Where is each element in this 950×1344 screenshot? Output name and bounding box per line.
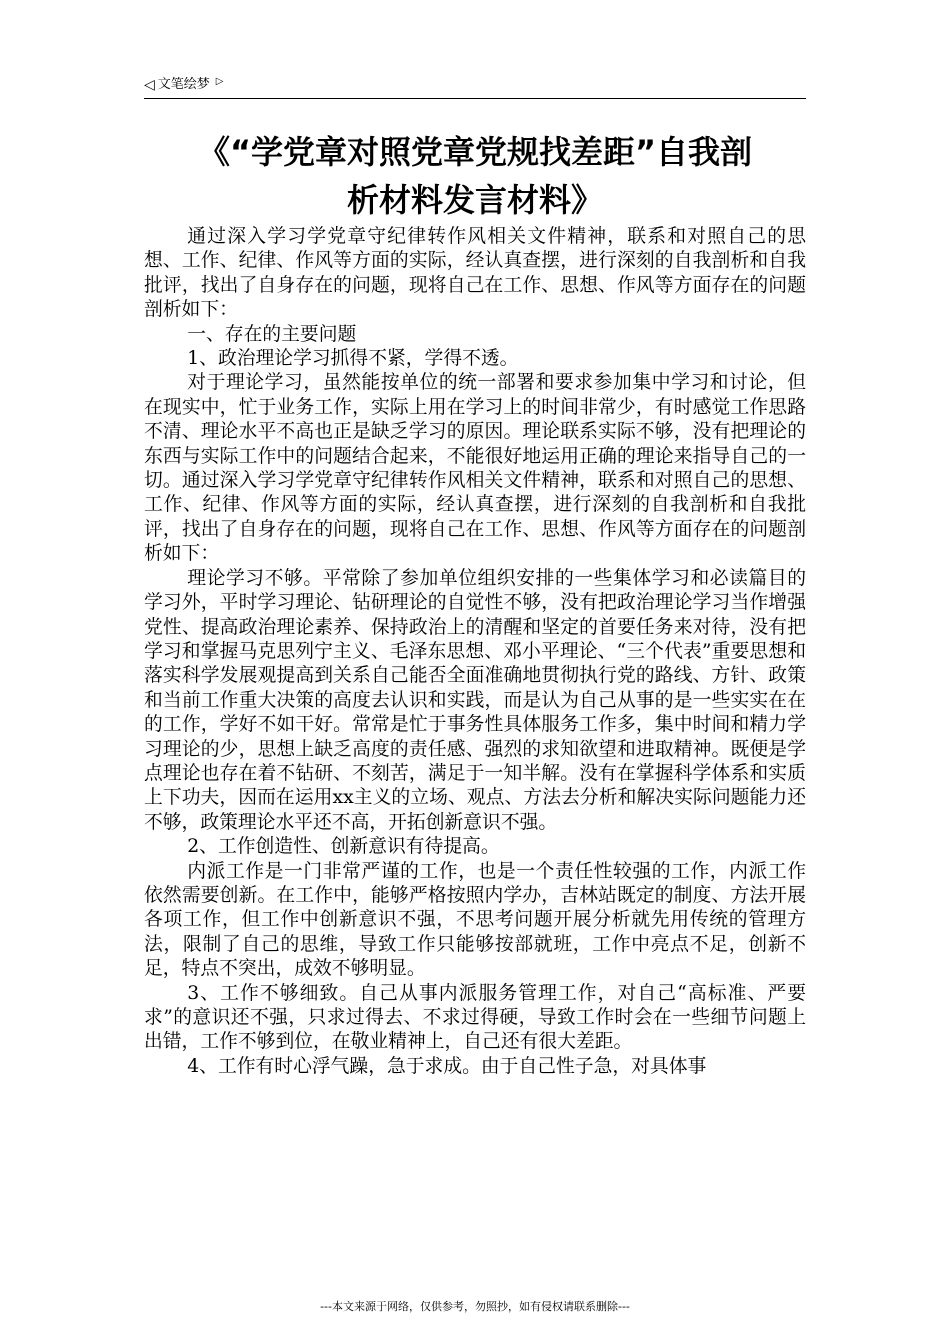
title-line-2: 析材料发言材料》 (346, 181, 603, 219)
header-brand: 文笔绘梦 (157, 77, 210, 92)
paragraph: 4、工作有时心浮气躁，急于求成。由于自己性子急，对具体事 (187, 1055, 707, 1077)
paragraph: 3、工作不够细致。自己从事内派服务管理工作，对自己“高标准、严要求”的意识还不强，只求过得去、不求过得硬，导致工作时会在一些细节问题上出错，工作不够到位，在敬业精神上，自己还有很大差距。 (144, 982, 806, 1053)
triangle-right-icon: ▷ (215, 76, 224, 87)
triangle-left-icon: ◁ (144, 77, 155, 93)
subheading-2: 2、工作创造性、创新意识有待提高。 (187, 836, 500, 858)
document-title (144, 128, 806, 224)
paragraph: 理论学习不够。平常除了参加单位组织安排的一些集体学习和必读篇目的学习外，平时学习理论、钻研理论的自觉性不够，没有把政治理论学习当作增强党性、提高政治理论素养、保持政治上的清醒和坚定的首要任务来对待，没有把学习和掌握马克思列宁主义、毛泽东思想、邓小平理论、“三个代表”重要思想和落实科学发展观提高到关系自己能否全面准确地贯彻执行党的路线、方针、政策和当前工作重大决策的高度去认识和实践，而是认为自己从事的是一些实实在在的工作，学好不如干好。常常是忙于事务性具体服务工作多，集中时间和精力学习理论的少，思想上缺乏高度的责任感、强烈的求知欲望和进取精神。既便是学点理论也存在着不钻研、不刻苦，满足于一知半解。没有在掌握科学体系和实质上下功夫，因而在运用xx主义的立场、观点、方法去分析和解决实际问题能力还不够，政策理论水平还不高，开拓创新意识不强。 (144, 567, 806, 833)
title-line-1: 《“学党章对照党章党规找差距”自我剖 (197, 133, 753, 171)
paragraph: 内派工作是一门非常严谨的工作，也是一个责任性较强的工作，内派工作依然需要创新。在工作中，能够严格按照内学办，吉林站既定的制度、方法开展各项工作，但工作中创新意识不强，不思考问题开展分析就先用传统的管理方法，限制了自己的思维，导致工作只能够按部就班，工作中亮点不足，创新不足，特点不突出，成效不够明显。 (144, 860, 806, 980)
paragraph: 对于理论学习，虽然能按单位的统一部署和要求参加集中学习和讨论，但在现实中，忙于业务工作，实际上用在学习上的时间非常少，有时感觉工作思路不清、理论水平不高也正是缺乏学习的原因。理论联系实际不够，没有把理论的东西与实际工作中的问题结合起来，不能很好地运用正确的理论来指导自己的一切。通过深入学习学党章守纪律转作风相关文件精神，联系和对照自己的思想、工作、纪律、作风等方面的实际，经认真查摆，进行深刻的自我剖析和自我批评，找出了自身存在的问题，现将自己在工作、思想、作风等方面存在的问题剖析如下： (144, 372, 806, 565)
section-heading: 一、存在的主要问题 (187, 323, 357, 345)
document-body (144, 225, 806, 1079)
paragraph-intro: 通过深入学习学党章守纪律转作风相关文件精神，联系和对照自己的思想、工作、纪律、作风等方面的实际，经认真查摆，进行深刻的自我剖析和自我批评，找出了自身存在的问题，现将自己在工作、思想、作风等方面存在的问题剖析如下： (144, 226, 806, 321)
page-footer: ---本文来源于网络，仅供参考，勿照抄，如有侵权请联系删除--- (320, 1300, 630, 1313)
subheading-1: 1、政治理论学习抓得不紧，学得不透。 (187, 348, 519, 370)
page-header (144, 72, 806, 99)
